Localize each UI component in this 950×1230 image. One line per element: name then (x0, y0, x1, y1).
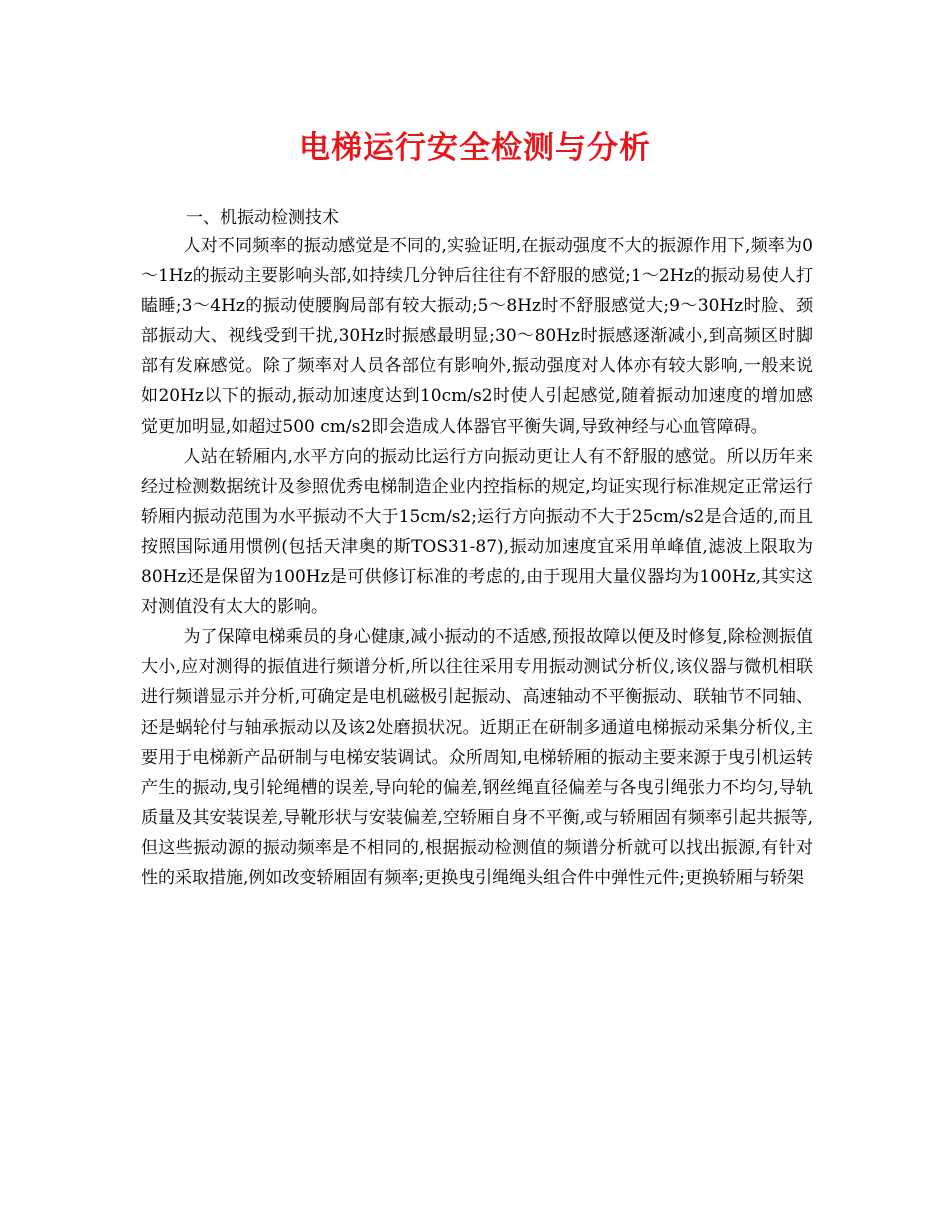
paragraph-3: 为了保障电梯乘员的身心健康,减小振动的不适感,预报故障以便及时修复,除检测振值大小,应对测得的振值进行频谱分析,所以往往采用专用振动测试分析仪,该仪器与微机相联进行频谱显示并分析,可确定是电机磁极引起振动、高速轴动不平衡振动、联轴节不同轴、还是蜗轮付与轴承振动以及该2处磨损状况。近期正在研制多通道电梯振动采集分析仪,主要用于电梯新产品研制与电梯安装调试。众所周知,电梯轿厢的振动主要来源于曳引机运转产生的振动,曳引轮绳槽的误差,导向轮的偏差,钢丝绳直径偏差与各曳引绳张力不均匀,导轨质量及其安装误差,导靴形状与安装偏差,空轿厢自身不平衡,或与轿厢固有频率引起共振等,但这些振动源的振动频率是不相同的,根据振动检测值的频谱分析就可以找出振源,有针对性的采取措施,例如改变轿厢固有频率;更换曳引绳绳头组合件中弹性元件;更换轿厢与轿架 (141, 627, 813, 888)
document-title: 电梯运行安全检测与分析 (299, 130, 651, 166)
section-heading: 一、机振动检测技术 (186, 208, 339, 228)
paragraph-1: 人对不同频率的振动感觉是不同的,实验证明,在振动强度不大的振源作用下,频率为0～1Hz的振动主要影响头部,如持续几分钟后往往有不舒服的感觉;1～2Hz的振动易使人打瞌睡;3～4Hz的振动使腰胸局部有较大振动;5～8Hz时不舒服感觉大;9～30Hz时脸、颈部振动大、视线受到干扰,30Hz时振感最明显;30～80Hz时振感逐渐减小,到高频区时脚部有发麻感觉。除了频率对人员各部位有影响外,振动强度对人体亦有较大影响,一般来说如20Hz以下的振动,振动加速度达到10cm/s2时使人引起感觉,随着振动加速度的增加感觉更加明显,如超过500 cm/s2即会造成人体器官平衡失调,导致神经与心血管障碍。 (141, 236, 813, 437)
document-body (141, 231, 813, 893)
paragraph-2: 人站在轿厢内,水平方向的振动比运行方向振动更让人有不舒服的感觉。所以历年来经过检测数据统计及参照优秀电梯制造企业内控指标的规定,均证实现行标准规定正常运行轿厢内振动范围为水平振动不大于15cm/s2;运行方向振动不大于25cm/s2是合适的,而且按照国际通用惯例(包括天津奥的斯TOS31-87),振动加速度宜采用单峰值,滤波上限取为80Hz还是保留为100Hz是可供修订标准的考虑的,由于现用大量仪器均为100Hz,其实这对测值没有太大的影响。 (141, 446, 813, 618)
